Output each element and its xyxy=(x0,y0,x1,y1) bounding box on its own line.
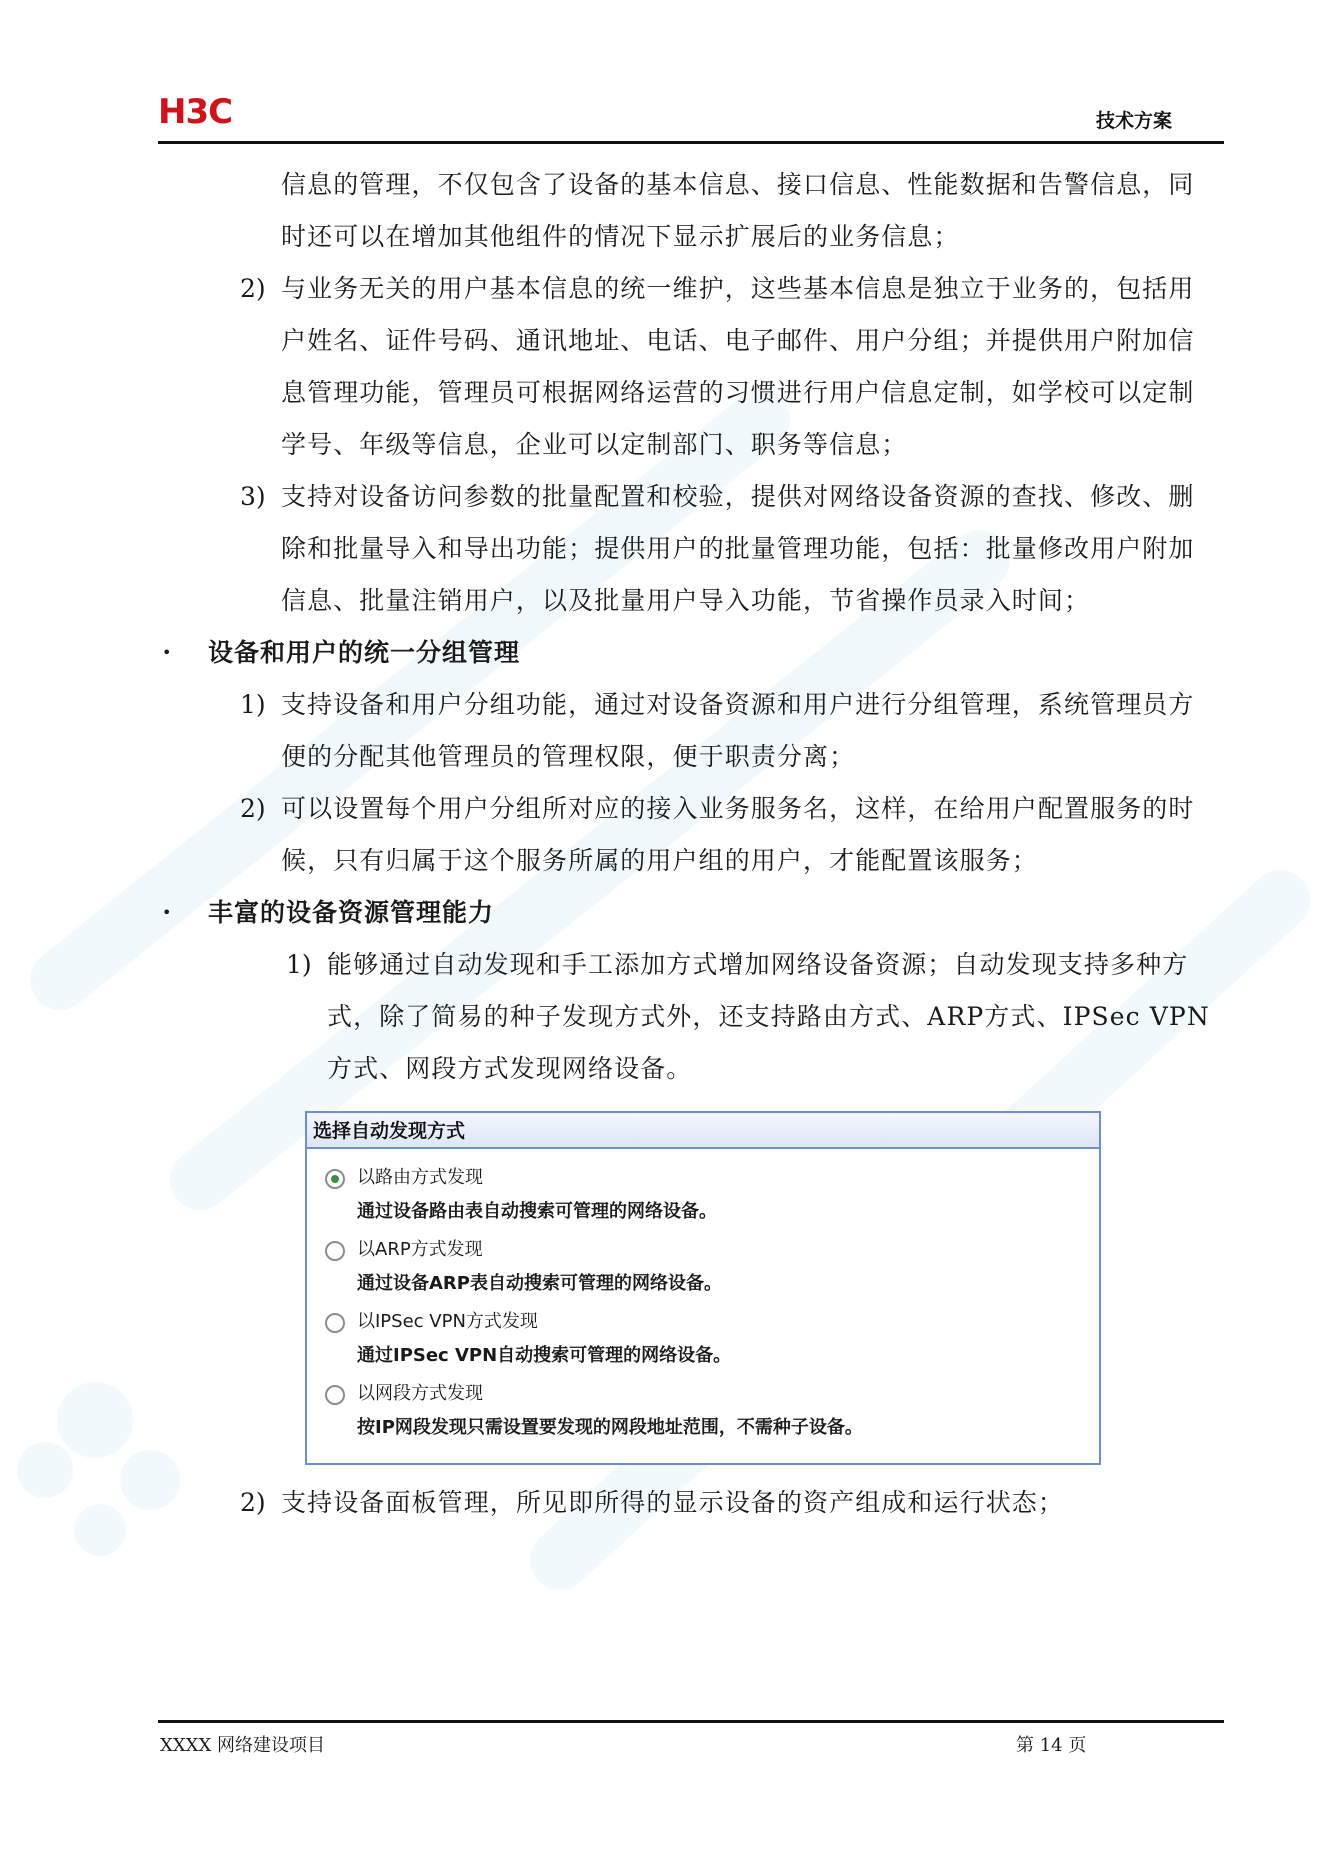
body-line: 便的分配其他管理员的管理权限，便于职责分离； xyxy=(281,742,856,771)
list-number: 1) xyxy=(286,950,312,979)
list-number: 2) xyxy=(240,274,266,303)
option-label: 以IPSec VPN方式发现 xyxy=(357,1311,538,1332)
radio-selected-icon[interactable] xyxy=(325,1169,345,1189)
list-number: 2) xyxy=(240,794,266,823)
h3c-logo: H3C xyxy=(158,92,233,132)
body-line: 方式、网段方式发现网络设备。 xyxy=(327,1054,693,1083)
body-line: 学号、年级等信息，企业可以定制部门、职务等信息； xyxy=(281,430,908,459)
option-description: 按IP网段发现只需设置要发现的网段地址范围，不需种子设备。 xyxy=(357,1417,863,1438)
body-line: 信息的管理，不仅包含了设备的基本信息、接口信息、性能数据和告警信息，同 xyxy=(281,170,1195,199)
radio-icon[interactable] xyxy=(325,1385,345,1405)
list-number: 3) xyxy=(240,482,266,511)
body-line: 候，只有归属于这个服务所属的用户组的用户，才能配置该服务； xyxy=(281,846,1038,875)
radio-icon[interactable] xyxy=(325,1313,345,1333)
body-line: 支持设备和用户分组功能，通过对设备资源和用户进行分组管理，系统管理员方 xyxy=(281,690,1195,719)
option-description: 通过设备路由表自动搜索可管理的网络设备。 xyxy=(357,1201,717,1222)
body-line: 可以设置每个用户分组所对应的接入业务服务名，这样，在给用户配置服务的时 xyxy=(281,794,1195,823)
body-line: 式，除了简易的种子发现方式外，还支持路由方式、ARP方式、IPSec VPN xyxy=(327,1002,1210,1031)
project-name: XXXX 网络建设项目 xyxy=(160,1735,325,1756)
page-header xyxy=(158,88,1224,144)
doc-type-label: 技术方案 xyxy=(1095,110,1172,132)
body-line: 与业务无关的用户基本信息的统一维护，这些基本信息是独立于业务的，包括用 xyxy=(281,274,1195,303)
option-description: 通过IPSec VPN自动搜索可管理的网络设备。 xyxy=(357,1345,732,1366)
page-number: 第 14 页 xyxy=(1016,1735,1087,1756)
body-line: 除和批量导入和导出功能；提供用户的批量管理功能，包括：批量修改用户附加 xyxy=(281,534,1195,563)
option-description: 通过设备ARP表自动搜索可管理的网络设备。 xyxy=(357,1273,722,1294)
option-label: 以网段方式发现 xyxy=(357,1383,483,1404)
body-line: 能够通过自动发现和手工添加方式增加网络设备资源；自动发现支持多种方 xyxy=(327,950,1189,979)
option-label: 以ARP方式发现 xyxy=(357,1239,483,1260)
section-heading: 设备和用户的统一分组管理 xyxy=(208,638,521,667)
auto-discovery-panel xyxy=(305,1111,1101,1465)
body-line: 支持对设备访问参数的批量配置和校验，提供对网络设备资源的查找、修改、删 xyxy=(281,482,1195,511)
body-line: 户姓名、证件号码、通讯地址、电话、电子邮件、用户分组；并提供用户附加信 xyxy=(281,326,1195,355)
body-line: 信息、批量注销用户，以及批量用户导入功能，节省操作员录入时间； xyxy=(281,586,1091,615)
section-heading: 丰富的设备资源管理能力 xyxy=(208,898,495,927)
bullet-icon: • xyxy=(162,903,172,922)
radio-icon[interactable] xyxy=(325,1241,345,1261)
list-number: 1) xyxy=(240,690,266,719)
option-label: 以路由方式发现 xyxy=(357,1167,483,1188)
body-line: 支持设备面板管理，所见即所得的显示设备的资产组成和运行状态； xyxy=(281,1488,1065,1517)
body-line: 时还可以在增加其他组件的情况下显示扩展后的业务信息； xyxy=(281,222,960,251)
page-footer xyxy=(158,1720,1224,1760)
list-number: 2) xyxy=(240,1488,266,1517)
panel-title: 选择自动发现方式 xyxy=(307,1113,1099,1149)
body-line: 息管理功能，管理员可根据网络运营的习惯进行用户信息定制，如学校可以定制 xyxy=(281,378,1195,407)
bullet-icon: • xyxy=(162,643,172,662)
